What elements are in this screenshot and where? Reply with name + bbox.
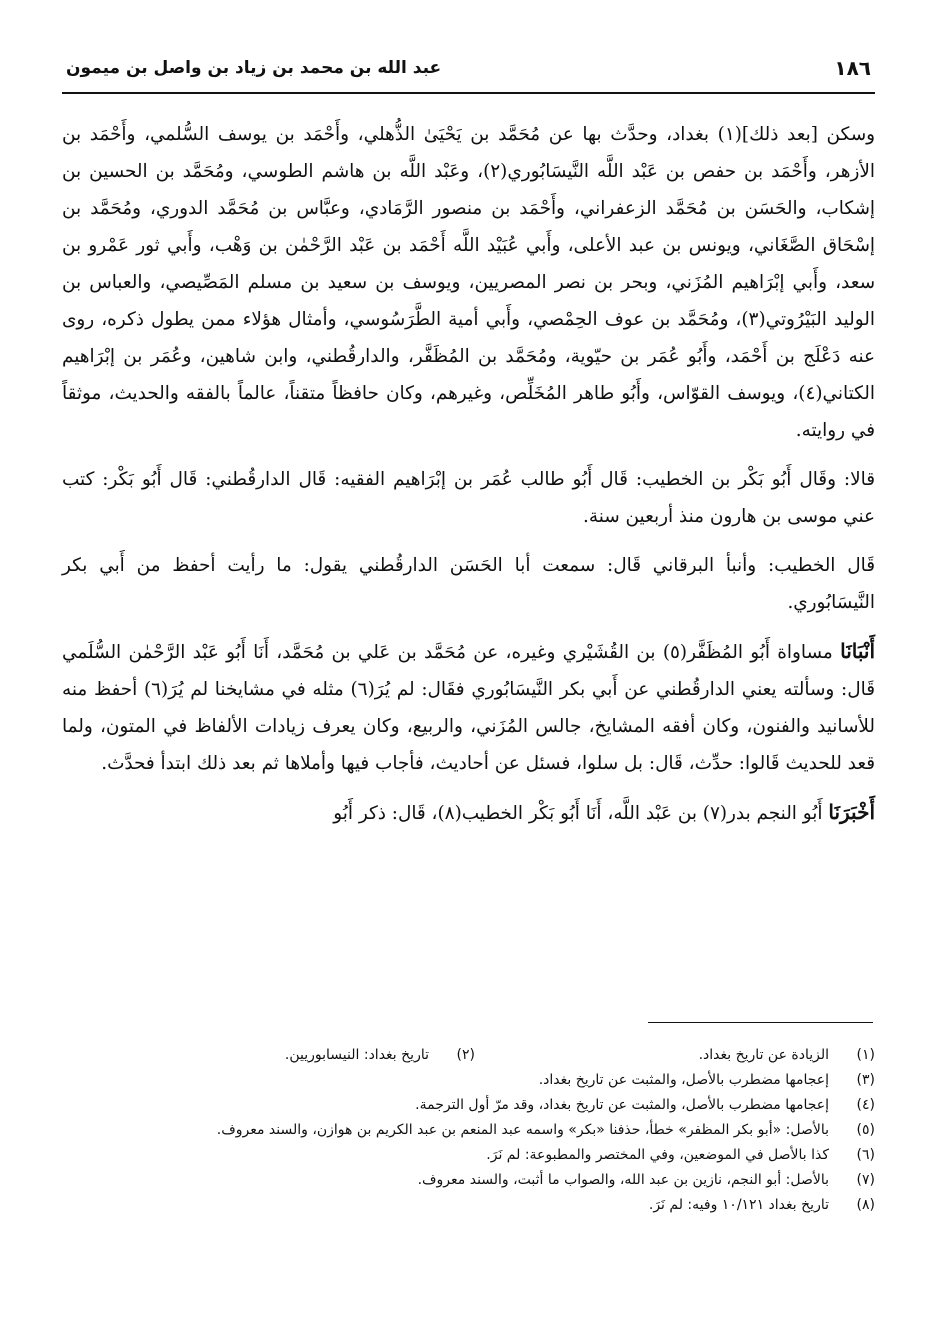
footnote-3 xyxy=(539,1068,875,1093)
footnote-text: بالأصل: «أبو بكر المظفر» خطأ، حذفنا «بكر» واسمه عبد المنعم بن عبد الكريم بن هوازن، والسند معروف. xyxy=(216,1122,829,1138)
footnote-5 xyxy=(217,1118,875,1143)
footnote-number: (٧) xyxy=(856,1172,875,1188)
footnote-number: (٥) xyxy=(856,1122,875,1138)
footnote-text: تاريخ بغداد: النيسابوريين. xyxy=(284,1047,429,1063)
footnote-row xyxy=(62,1118,875,1143)
footnote-number: (١) xyxy=(856,1047,875,1063)
paragraph-5 xyxy=(62,794,875,832)
footnote-divider xyxy=(648,1022,873,1023)
main-text xyxy=(62,116,875,832)
paragraph-2: قالا: وقَال أَبُو بَكْر بن الخطيب: قَال أَبُو طالب عُمَر بن إبْرَاهيم الفقيه: قَال الدارقُطني: قَال أَبُو بَكْر: كتب عني موسى بن هارون منذ أربعين سنة. xyxy=(62,469,875,527)
footnote-row xyxy=(62,1143,875,1168)
footnote-number: (٤) xyxy=(856,1097,875,1113)
footnote-row xyxy=(62,1093,875,1118)
footnote-text: كذا بالأصل في الموضعين، وفي المختصر والمطبوعة: لم نَرَ. xyxy=(486,1147,829,1163)
page-header xyxy=(62,52,875,94)
footnote-text: الزيادة عن تاريخ بغداد. xyxy=(698,1047,829,1063)
footnote-number: (٣) xyxy=(856,1072,875,1088)
footnote-number: (٨) xyxy=(856,1197,875,1213)
paragraph-5-text: أَبُو النجم بدر(٧) بن عَبْد اللَّه، أَنَا أَبُو بَكْر الخطيب(٨)، قَال: ذكر أَبُو xyxy=(333,803,829,824)
footnote-text: تاريخ بغداد ١٠/١٢١ وفيه: لم نَرَ. xyxy=(648,1197,829,1213)
footnotes xyxy=(62,1043,875,1218)
paragraph-4-text: مساواة أَبُو المُظَفَّر(٥) بن القُشَيْري وغيره، عن مُحَمَّد بن عَلي بن مُحَمَّد، أَنَا أَبُو عَبْد الرَّحْمٰن السُّلَمي قَال: وسألته يعني الدارقُطني عن أَبي بكر النَّيسَابُوري فقَال: لم يُرَ(٦) مثله في مشايخنا لم يُرَ(٦) أحفظ منه للأسانيد والفنون، وكان أفقه المشايخ، جالس المُزَني، والربيع، وكان يعرف زيادات الألفاظ في المتون، ولما قعد للحديث قَالوا: حدِّث، قَال: بل سلوا، فسئل عن أحاديث، فأجاب فيها وأملاها ثم بعد ذلك ابتدأ فحدَّث. xyxy=(62,642,875,774)
footnote-text: إعجامها مضطرب بالأصل، والمثبت عن تاريخ بغداد، وقد مرّ أول الترجمة. xyxy=(415,1097,829,1113)
paragraph-4-lead-word: أَنْبَانَا xyxy=(840,639,876,663)
paragraph-4 xyxy=(62,633,875,782)
footnote-number: (٦) xyxy=(856,1147,875,1163)
footnote-row xyxy=(62,1043,875,1068)
footnote-7 xyxy=(418,1168,875,1193)
paragraph-1: وسكن [بعد ذلك](١) بغداد، وحدَّث بها عن مُحَمَّد بن يَحْيَىٰ الذُّهلي، وأَحْمَد بن يوسف السُّلمي، وأَحْمَد بن الأزهر، وأَحْمَد بن حفص بن عَبْد اللَّه النَّيسَابُوري(٢)، وعَبْد اللَّه بن هاشم الطوسي، ومُحَمَّد بن الحسين بن إشكاب، والحَسَن بن مُحَمَّد الزعفراني، وأَحْمَد بن منصور الرَّمَادي، وعبَّاس بن مُحَمَّد الدوري، ومُحَمَّد بن إسْحَاق الصَّغَاني، ويونس بن عبد الأعلى، وأَبي عُبَيْد اللَّه أَحْمَد بن عَبْد الرَّحْمٰن بن وَهْب، وأَبي ثور عَمْرو بن سعد، وأَبي إبْرَاهيم المُزَني، وبحر بن نصر المصريين، ويوسف بن سعيد بن مسلم المَصِّيصي، والعباس بن الوليد البَيْرُوتي(٣)، ومُحَمَّد بن عوف الحِمْصي، وأَبي أمية الطَّرَسُوسي، وأمثال هؤلاء ممن يطول ذكره، روى عنه دَعْلَج بن أَحْمَد، وأَبُو عُمَر بن حيّوية، ومُحَمَّد بن المُظَفَّر، والدارقُطني، وابن شاهين، وعُمَر بن إبْرَاهيم الكتاني(٤)، ويوسف القوّاس، وأَبُو طاهر المُخَلِّص، وغيرهم، وكان حافظاً متقناً، عالماً بالفقه والحديث، موثقاً في روايته. xyxy=(62,124,876,441)
footnote-2 xyxy=(285,1043,475,1068)
footnote-row xyxy=(62,1193,875,1218)
footnote-8 xyxy=(649,1193,875,1218)
footnote-row xyxy=(62,1168,875,1193)
footnote-number: (٢) xyxy=(456,1047,475,1063)
footnote-6 xyxy=(486,1143,875,1168)
running-title: عبد الله بن محمد بن زياد بن واصل بن ميمون xyxy=(66,58,442,78)
paragraph-5-lead-word: أَخْبَرَنَا xyxy=(828,800,875,824)
footnote-text: بالأصل: أبو النجم، نازين بن عبد الله، والصواب ما أثبت، والسند معروف. xyxy=(417,1172,829,1188)
footnote-1 xyxy=(475,1043,875,1068)
footnote-text: إعجامها مضطرب بالأصل، والمثبت عن تاريخ بغداد. xyxy=(538,1072,829,1088)
page-number: ١٨٦ xyxy=(834,56,871,80)
paragraph-3: قَال الخطيب: وأنبأ البرقاني قَال: سمعت أبا الحَسَن الدارقُطني يقول: ما رأيت أحفظ من أَبي بكر النَّيسَابُوري. xyxy=(62,555,875,613)
footnote-4 xyxy=(415,1093,875,1118)
footnote-row xyxy=(62,1068,875,1093)
